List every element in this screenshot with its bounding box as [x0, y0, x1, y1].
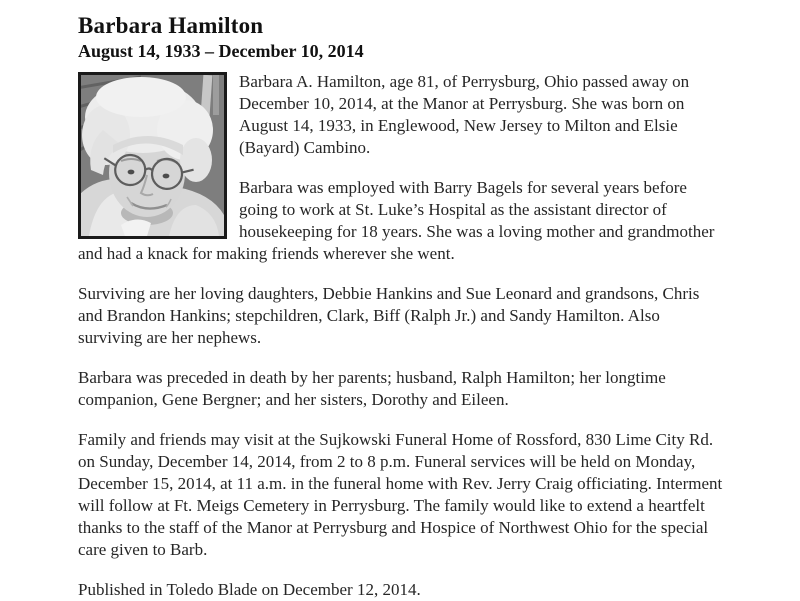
page-title: Barbara Hamilton — [78, 13, 264, 38]
obituary-body — [78, 71, 728, 601]
published-note: Published in Toledo Blade on December 12, 2014. — [78, 580, 421, 599]
portrait-illustration — [81, 75, 224, 236]
paragraph-survivors: Surviving are her loving daughters, Debbie Hankins and Sue Leonard and grandsons, Chris and Brandon Hankins; stepchildren, Clark, Biff (Ralph Jr.) and Sandy Hamilton. Also surviving are her nephews. — [78, 284, 700, 347]
paragraph-preceded: Barbara was preceded in death by her parents; husband, Ralph Hamilton; her longtime companion, Gene Bergner; and her sisters, Dorothy and Eileen. — [78, 368, 666, 409]
paragraph-employment: Barbara was employed with Barry Bagels for several years before going to work at St. Luke’s Hospital as the assistant director of housekeeping for 18 years. She was a loving mother and grandmother and had a knack for making friends wherever she went. — [78, 178, 715, 263]
portrait-photo — [78, 72, 227, 239]
paragraph-services: Family and friends may visit at the Sujkowski Funeral Home of Rossford, 830 Lime City Rd. on Sunday, December 14, 2014, from 2 to 8 p.m. Funeral services will be held on Monday, December 15, 2014, at 11 a.m. in the funeral home with Rev. Jerry Craig officiating. Interment will follow at Ft. Meigs Cemetery in Perrysburg. The family would like to extend a heartfelt thanks to the staff of the Manor at Perrysburg and Hospice of Northwest Ohio for the special care given to Barb. — [78, 430, 723, 559]
paragraph-intro: Barbara A. Hamilton, age 81, of Perrysburg, Ohio passed away on December 10, 2014, at the Manor at Perrysburg. She was born on August 14, 1933, in Englewood, New Jersey to Milton and Elsie (Bayard) Cambino. — [239, 72, 690, 157]
life-dates: August 14, 1933 – December 10, 2014 — [78, 41, 364, 61]
